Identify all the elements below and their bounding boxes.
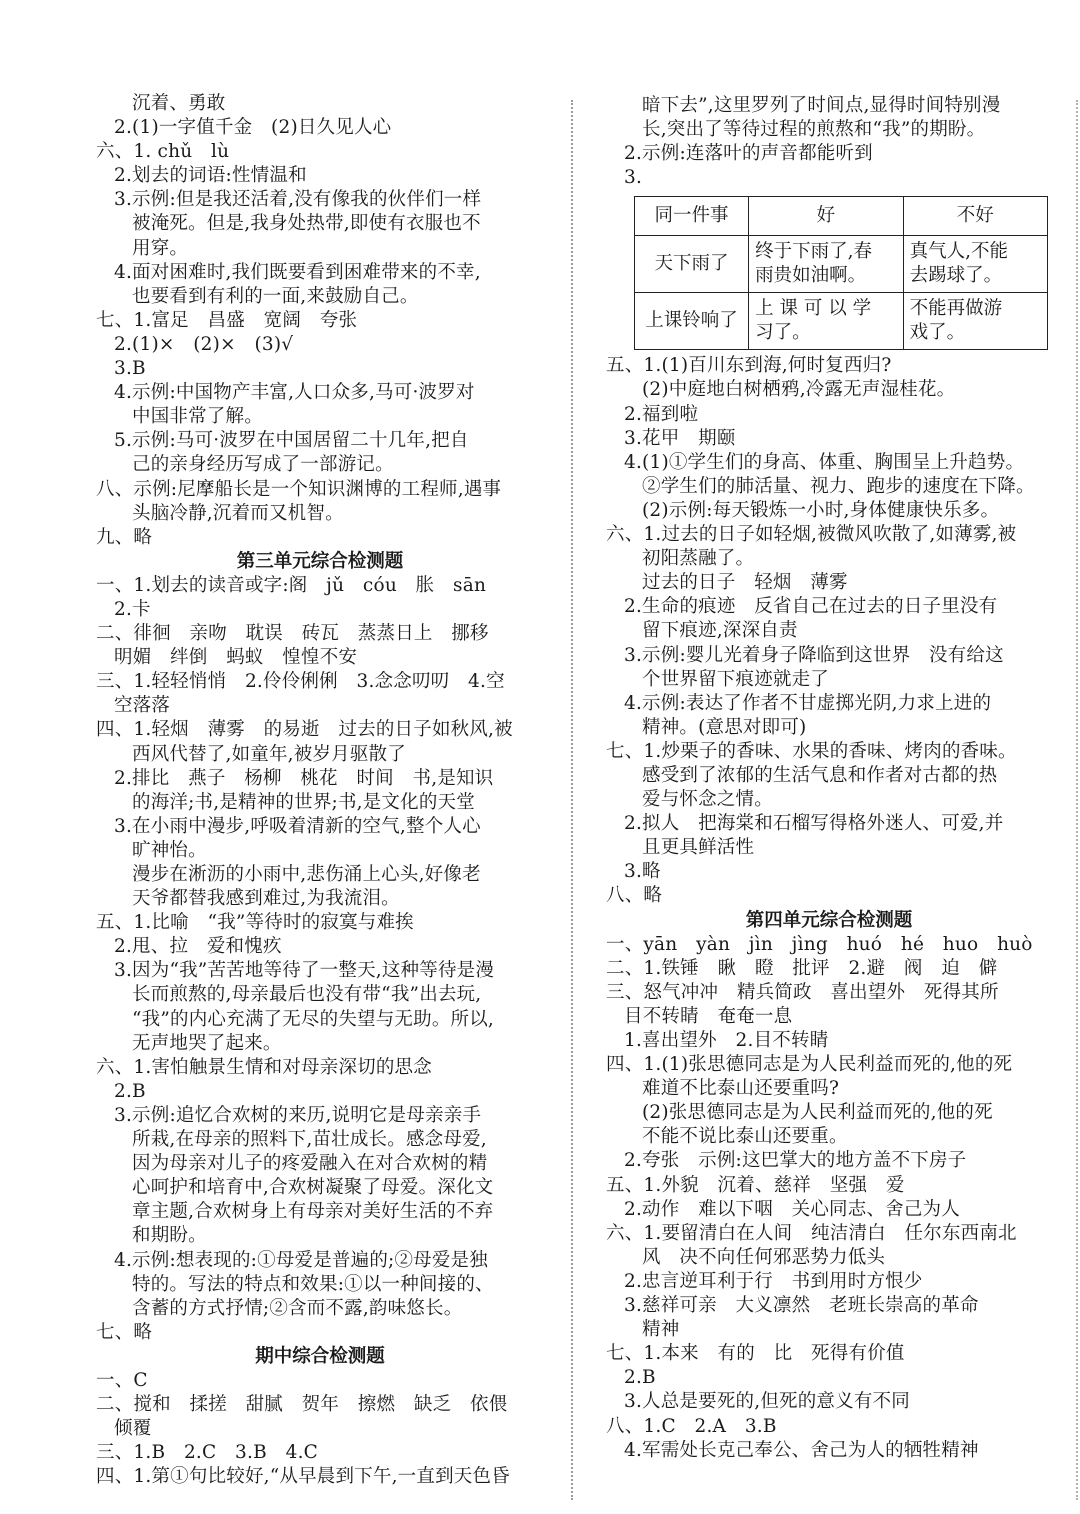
answer-line: (2)示例:每天锻炼一小时,身体健康快乐多。 [642,499,1000,521]
cell-text-line: 雨贵如油啊。 [755,265,867,287]
answer-line: 五、1.(1)百川东到海,何时复西归? [606,355,892,377]
answer-line: 感受到了浓郁的生活气息和作者对古都的热 [642,764,998,786]
answer-line: 精神。(意思对即可) [642,716,807,738]
left-column [96,92,544,1489]
answer-line: 所栽,在母亲的照料下,苗壮成长。感念母爱, [132,1129,487,1151]
cell-text-line: 上 课 可 以 学 [755,298,872,320]
answer-line: 章主题,合欢树身上有母亲对美好生活的不弃 [132,1201,494,1223]
answer-line: 长而煎熬的,母亲最后也没有带“我”出去玩, [132,984,482,1006]
answer-line: 2.B [114,1080,146,1102]
answer-line: 六、1. chǔ lù [96,141,230,163]
answer-line: 六、1.过去的日子如轻烟,被微风吹散了,如薄雾,被 [606,524,1017,546]
answer-line: 倾覆 [114,1418,152,1440]
answer-line: 4.面对困难时,我们既要看到困难带来的不幸, [114,261,481,283]
page-edge-mark [1076,100,1078,1500]
answer-line: 五、1.外貌 沉着、慈祥 坚强 爱 [606,1174,905,1196]
answer-line: 3.示例:追忆合欢树的来历,说明它是母亲亲手 [114,1104,482,1126]
table-cell-good [749,236,903,293]
answer-line: 三、1.B 2.C 3.B 4.C [96,1442,319,1464]
answer-line: 3.花甲 期颐 [624,427,736,449]
answer-line: 用穿。 [132,237,189,259]
answer-line: 2.示例:连落叶的声音都能听到 [624,143,873,165]
answer-line: 难道不比泰山还要重吗? [642,1078,840,1100]
answer-line: 2.夸张 示例:这巴掌大的地方盖不下房子 [624,1150,967,1172]
answer-line: 个世界留下痕迹就走了 [642,668,830,690]
answer-line: 和期盼。 [132,1225,207,1247]
answer-line: 也要看到有利的一面,来鼓励自己。 [132,285,419,307]
answer-line: 风 决不向任何邪恶势力低头 [642,1246,886,1268]
answer-line: 西风代替了,如童年,被岁月驱散了 [132,743,406,765]
answer-line: ②学生们的肺活量、视力、跑步的速度在下降。 [642,475,1035,497]
answer-line: 5.示例:马可·波罗在中国居留二十几年,把自 [114,430,469,452]
answer-line: 3.略 [624,861,661,883]
right-column [606,94,1052,1463]
answer-line: 一、yān yàn jìn jìng huó hé huo huò [606,933,1033,955]
answer-line: 四、1.第①句比较好,“从早晨到下午,一直到天色昏 [96,1466,510,1488]
answer-line: 初阳蒸融了。 [642,548,755,570]
answer-line: 头脑冷静,沉着而又机智。 [132,502,344,524]
answer-line: 九、略 [96,526,153,548]
table-header-row [635,197,1048,236]
answer-line: 无声地哭了起来。 [132,1032,282,1054]
answer-line: 八、1.C 2.A 3.B [606,1415,777,1437]
answer-line: 二、搅和 揉搓 甜腻 贺年 擦燃 缺乏 依偎 [96,1394,508,1416]
cell-text-line: 去踢球了。 [909,265,1003,287]
answer-line: 4.军需处长克己奉公、舍己为人的牺牲精神 [624,1439,979,1461]
answer-line: “我”的内心充满了无尽的失望与无助。所以, [132,1008,494,1030]
section-heading: 第四单元综合检测题 [745,909,913,931]
column-divider [571,100,573,1500]
answer-line: 八、略 [606,885,663,907]
cell-text-line: 戏了。 [909,322,966,344]
answer-line: 2.甩、拉 爱和愧疚 [114,936,282,958]
answer-line: 4.示例:中国物产丰富,人口众多,马可·波罗对 [114,382,475,404]
answer-line: 3.B [114,358,146,380]
table-cell-event: 天下雨了 [635,236,749,293]
answer-line: 七、略 [96,1321,153,1343]
answer-line: 2.动作 难以下咽 关心同志、舍己为人 [624,1198,960,1220]
table-cell-good [749,293,903,350]
answer-line: 中国非常了解。 [132,406,263,428]
answer-line: 二、1.铁锤 瞅 瞪 批评 2.避 阀 迫 僻 [606,957,998,979]
answer-line: 2.福到啦 [624,403,699,425]
answer-line: 2.B [624,1367,656,1389]
answer-line: 过去的日子 轻烟 薄雾 [642,572,848,594]
answer-line: 精神 [642,1319,680,1341]
answer-line: (2)张思德同志是为人民利益而死的,他的死 [642,1102,993,1124]
answer-line: 旷神怡。 [132,839,207,861]
table-header-cell: 好 [749,197,903,236]
section-heading: 期中综合检测题 [255,1345,385,1367]
answer-line: 2.排比 燕子 杨柳 桃花 时间 书,是知识 [114,767,494,789]
table-header-cell: 不好 [903,197,1047,236]
right-column-top [606,94,1052,190]
cell-text-line: 真气人,不能 [909,241,1008,263]
answer-line: 七、1.本来 有的 比 死得有价值 [606,1343,905,1365]
answer-line: 沉着、勇敢 [132,93,226,114]
answer-line: 六、1.害怕触景生情和对母亲深切的思念 [96,1056,432,1078]
answer-line: 心呵护和培育中,合欢树凝聚了母爱。深化文 [132,1177,494,1199]
answer-line: 4.示例:想表现的:①母爱是普遍的;②母爱是独 [114,1249,488,1271]
answer-line: 三、怒气冲冲 精兵简政 喜出望外 死得其所 [606,981,999,1003]
answer-line: 己的亲身经历写成了一部游记。 [132,454,394,476]
answer-line: 七、1.富足 昌盛 宽阔 夸张 [96,309,358,331]
answer-line: 二、徘徊 亲吻 耽误 砖瓦 蒸蒸日上 挪移 [96,623,489,645]
answer-line: 三、1.轻轻悄悄 2.伶伶俐俐 3.念念叨叨 4.空 [96,671,505,693]
answer-line: 3.慈祥可亲 大义凛然 老班长崇高的革命 [624,1295,979,1317]
answer-line: 七、1.炒栗子的香味、水果的香味、烤肉的香味。 [606,740,1017,762]
answer-line: 2.忠言逆耳利于行 书到用时方恨少 [624,1270,923,1292]
answer-line: 暗下去”,这里罗列了时间点,显得时间特别漫 [642,95,1001,116]
answer-line: 3.因为“我”苦苦地等待了一整天,这种等待是漫 [114,960,495,982]
answer-line: 含蓄的方式抒情;②含而不露,韵味悠长。 [132,1297,463,1319]
answer-line: 且更具鲜活性 [642,837,755,859]
answer-line: 长,突出了等待过程的煎熬和“我”的期盼。 [642,119,986,141]
answer-line: 3. [624,167,643,189]
right-column-bottom [606,354,1052,1462]
answer-line: 天爷都替我感到难过,为我流泪。 [132,888,400,910]
table-row [635,236,1048,293]
section-heading: 第三单元综合检测题 [236,550,404,572]
answer-line: 2.(1)一字值千金 (2)日久见人心 [114,117,392,139]
table-cell-bad [903,236,1047,293]
cell-text-line: 终于下雨了,春 [755,241,872,263]
answer-line: 五、1.比喻 “我”等待时的寂寞与难挨 [96,912,414,934]
answer-line: 4.示例:表达了作者不甘虚掷光阴,力求上进的 [624,692,992,714]
answer-line: 3.人总是要死的,但死的意义有不同 [624,1391,910,1413]
answer-line: 3.在小雨中漫步,呼吸着清新的空气,整个人心 [114,815,481,837]
answer-line: (2)中庭地白树栖鸦,冷露无声湿桂花。 [642,379,956,401]
answer-line: 4.(1)①学生们的身高、体重、胸围呈上升趋势。 [624,451,1025,473]
answer-line: 目不转睛 奄奄一息 [624,1005,793,1027]
answer-line: 四、1.(1)张思德同志是为人民利益而死的,他的死 [606,1054,1013,1076]
answer-line: 3.示例:婴儿光着身子降临到这世界 没有给这 [624,644,1004,666]
answer-line: 2.划去的词语:性情温和 [114,165,307,187]
cell-text-line: 习了。 [755,322,811,344]
answer-line: 八、示例:尼摩船长是一个知识渊博的工程师,遇事 [96,478,502,500]
answer-line: 2.卡 [114,598,151,620]
table-cell-bad [903,293,1047,350]
table-header-cell: 同一件事 [635,197,749,236]
answer-line: 漫步在淅沥的小雨中,悲伤涌上心头,好像老 [132,864,481,885]
comparison-table [634,196,1048,350]
answer-line: 一、C [96,1369,148,1391]
answer-line: 1.喜出望外 2.目不转睛 [624,1030,829,1051]
answer-line: 3.示例:但是我还活着,没有像我的伙伴们一样 [114,189,482,211]
answer-line: 2.拟人 把海棠和石榴写得格外迷人、可爱,并 [624,813,1004,835]
answer-line: 四、1.轻烟 薄雾 的易逝 过去的日子如秋风,被 [96,719,513,741]
answer-line: 一、1.划去的读音或字:阁 jǔ cóu 胀 sān [96,574,487,596]
answer-line: 特的。写法的特点和效果:①以一种间接的、 [132,1273,494,1295]
answer-line: 爱与怀念之情。 [642,789,773,811]
answer-line: 留下痕迹,深深自责 [642,620,798,642]
answer-line: 被淹死。但是,我身处热带,即使有衣服也不 [132,213,481,235]
answer-line: 空落落 [114,695,171,717]
cell-text-line: 不能再做游 [909,298,1003,320]
answer-line: 因为母亲对儿子的疼爱融入在对合欢树的精 [132,1153,488,1175]
answer-line: 明媚 绊倒 蚂蚁 惶惶不安 [114,647,358,669]
answer-line: 2.(1)× (2)× (3)√ [114,333,294,355]
answer-line: 2.生命的痕迹 反省自己在过去的日子里没有 [624,596,998,618]
answer-line: 的海洋;书,是精神的世界;书,是文化的天堂 [132,791,475,813]
table-row [635,293,1048,350]
answer-line: 六、1.要留清白在人间 纯洁清白 任尔东西南北 [606,1222,1017,1244]
answer-line: 不能不说比泰山还要重。 [642,1126,848,1148]
table-cell-event: 上课铃响了 [635,293,749,350]
